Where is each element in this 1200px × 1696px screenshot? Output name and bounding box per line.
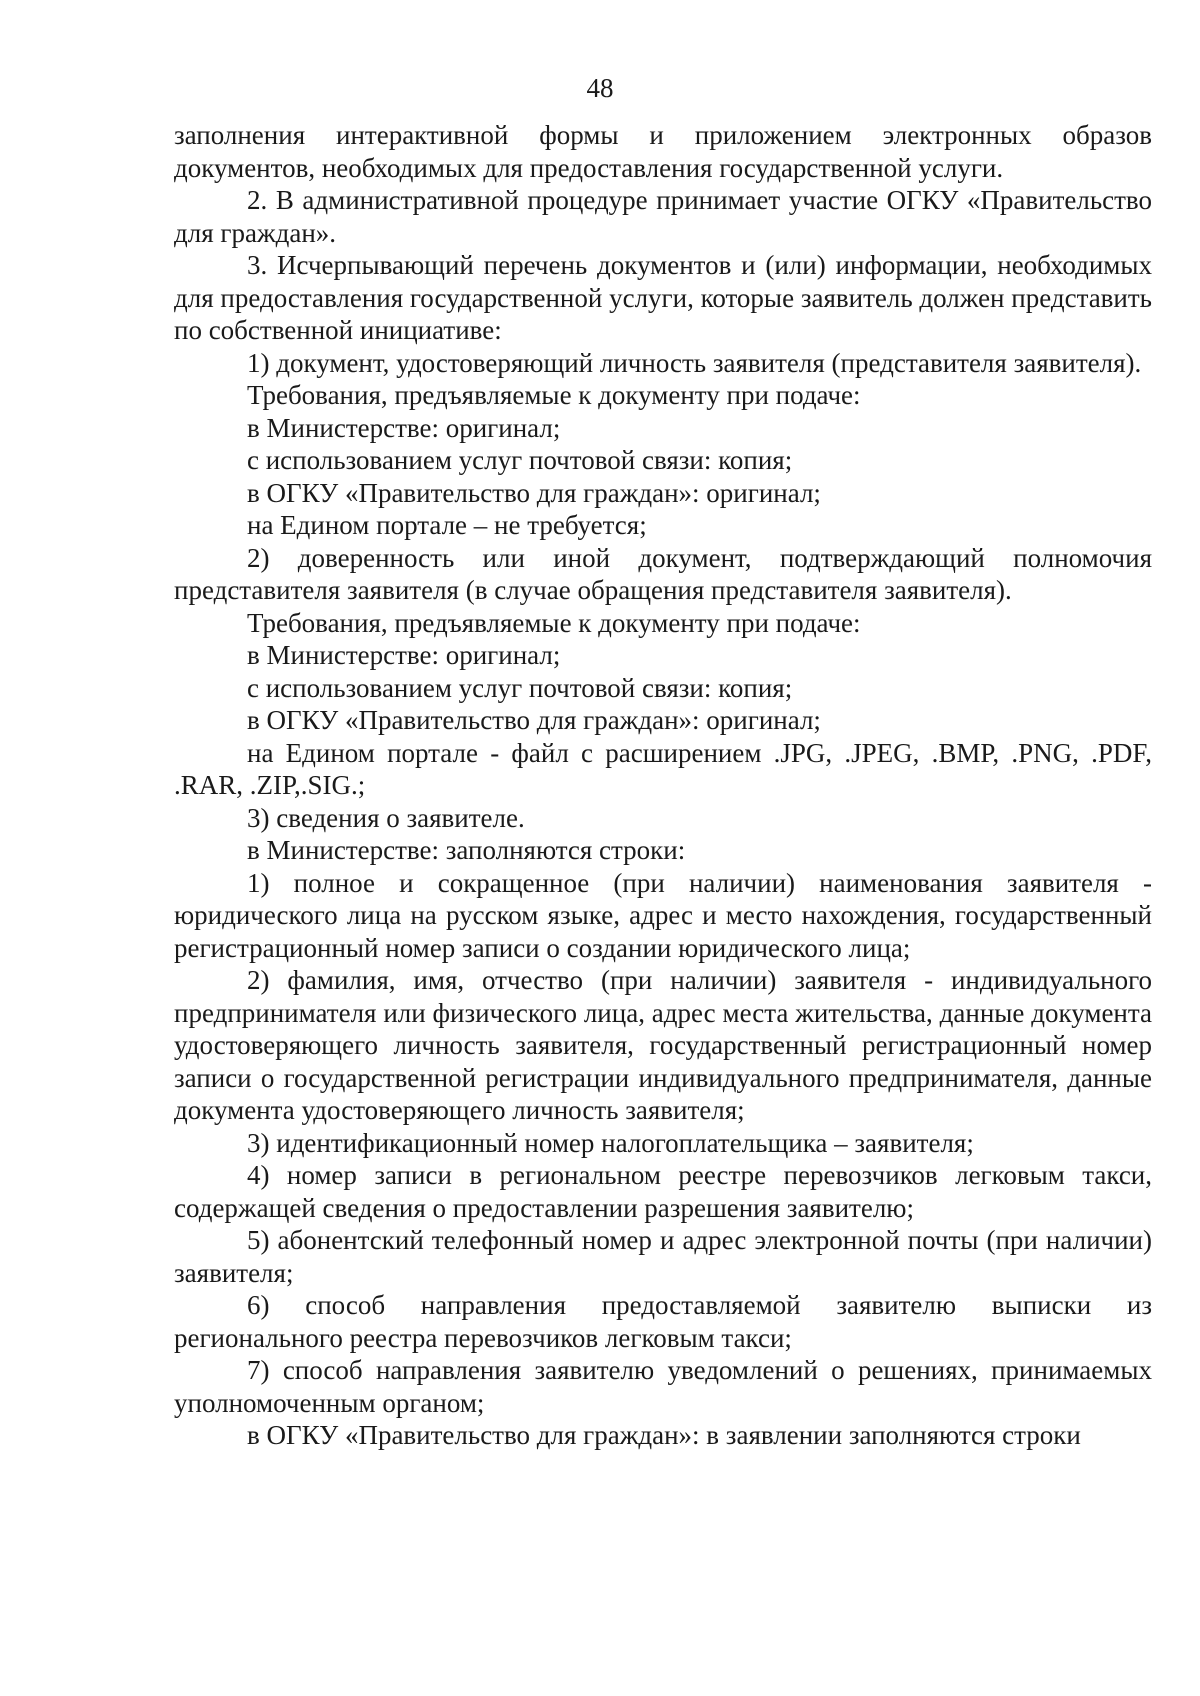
field-item-legal-entity: 1) полное и сокращенное (при наличии) наименования заявителя - юридического лица на русском языке, адрес и место нахождения, государственный регистрационный номер записи о создании юридического лица; — [174, 867, 1152, 963]
ogku-fields-heading: в ОГКУ «Правительство для граждан»: в заявлении заполняются строки — [247, 1420, 1081, 1450]
document-body — [174, 119, 1152, 1452]
list-item-identity-document: 1) документ, удостоверяющий личность заявителя (представителя заявителя). — [247, 347, 1142, 378]
requirement-ministry: в Министерстве: оригинал; — [247, 412, 561, 443]
paragraph-item-2: 2. В административной процедуре принимает участие ОГКУ «Правительство для граждан». — [174, 185, 1152, 248]
paragraph-item-3: 3. Исчерпывающий перечень документов и (или) информации, необходимых для предоставления государственной услуги, которые заявитель должен представить по собственной инициативе: — [174, 250, 1152, 345]
requirement-ogku: в ОГКУ «Правительство для граждан»: оригинал; — [247, 477, 821, 508]
field-item-individual: 2) фамилия, имя, отчество (при наличии) заявителя - индивидуального предпринимателя или физического лица, адрес места жительства, данные документа удостоверяющего личность заявителя, государственный регистрационный номер записи о государственной регистрации индивидуального предпринимателя, данные документа удостоверяющего личность заявителя; — [174, 965, 1152, 1125]
paragraph-continuation: заполнения интерактивной формы и приложением электронных образов документов, необходимых для предоставления государственной услуги. — [174, 120, 1152, 183]
field-item-inn: 3) идентификационный номер налогоплательщика – заявителя; — [247, 1127, 974, 1158]
page-number: 48 — [586, 73, 614, 103]
requirement-portal-files: на Едином портале - файл с расширением .JPG, .JPEG, .BMP, .PNG, .PDF, .RAR, .ZIP,.SIG.; — [174, 737, 1152, 800]
list-item-applicant-info: 3) сведения о заявителе. — [247, 802, 525, 833]
requirement-portal: на Едином портале – не требуется; — [247, 510, 647, 540]
requirements-heading: Требования, предъявляемые к документу при подаче: — [247, 607, 861, 638]
field-item-contacts: 5) абонентский телефонный номер и адрес электронной почты (при наличии) заявителя; — [174, 1225, 1152, 1288]
requirement-postal: с использованием услуг почтовой связи: копия; — [247, 445, 793, 475]
ministry-fields-heading: в Министерстве: заполняются строки: — [247, 835, 686, 865]
field-item-registry-record: 4) номер записи в региональном реестре перевозчиков легковым такси, содержащей сведения о предоставлении разрешения заявителю; — [174, 1160, 1152, 1223]
requirement-postal: с использованием услуг почтовой связи: копия; — [247, 672, 793, 703]
field-item-notifications: 7) способ направления заявителю уведомлений о решениях, принимаемых уполномоченным органом; — [174, 1355, 1152, 1418]
requirement-ogku: в ОГКУ «Правительство для граждан»: оригинал; — [247, 705, 821, 735]
requirements-heading: Требования, предъявляемые к документу при подаче: — [247, 380, 861, 410]
list-item-power-of-attorney: 2) доверенность или иной документ, подтверждающий полномочия представителя заявителя (в случае обращения представителя заявителя). — [174, 542, 1152, 605]
field-item-extract-delivery: 6) способ направления предоставляемой заявителю выписки из регионального реестра перевозчиков легковым такси; — [174, 1290, 1152, 1353]
requirement-ministry: в Министерстве: оригинал; — [247, 640, 561, 670]
